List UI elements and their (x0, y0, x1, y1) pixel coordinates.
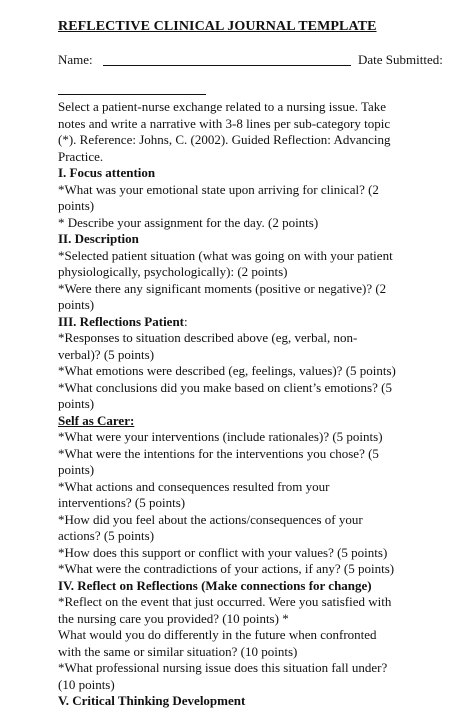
prompt-line: *Responses to situation described above (eg, verbal, non- (58, 330, 358, 345)
prompt-line: points) (58, 396, 95, 411)
journal-section (58, 165, 433, 231)
section-heading (58, 231, 433, 248)
prompt-line: verbal)? (5 points) (58, 346, 155, 362)
document-title: REFLECTIVE CLINICAL JOURNAL TEMPLATE (58, 19, 377, 34)
instructions-line: notes and write a narrative with 3-8 lines per sub-category topic (58, 115, 391, 131)
journal-template-page (58, 18, 443, 710)
journal-section (58, 314, 433, 413)
prompt-line: *What was your emotional state upon arriving for clinical? (2 (58, 181, 379, 197)
journal-section (58, 578, 433, 694)
prompt-line: *Reflect on the event that just occurred. Were you satisfied with (58, 594, 392, 609)
section-heading-text: I. Focus attention (58, 165, 156, 180)
journal-section (58, 231, 433, 314)
prompt-line: *What conclusions did you make based on client’s emotions? (5 (58, 379, 392, 395)
section-heading (58, 314, 433, 331)
prompt-line: *Were there any significant moments (positive or negative)? (2 (58, 280, 387, 296)
prompt-line: *What actions and consequences resulted from your (58, 478, 330, 494)
section-heading-text: III. Reflections Patient (58, 313, 185, 329)
journal-sections (58, 165, 433, 710)
prompt-line: *What professional nursing issue does this situation fall under? (58, 660, 388, 675)
section-heading-text: Self as Carer: (58, 412, 135, 428)
prompt-line: interventions? (5 points) (58, 495, 186, 510)
prompt-line: with the same or similar situation? (10 points) (58, 643, 298, 659)
instructions-line: Select a patient-nurse exchange related to a nursing issue. Take (58, 99, 387, 114)
prompt-line: *What were the contradictions of your actions, if any? (5 points) (58, 561, 395, 576)
journal-section (58, 413, 433, 578)
section-heading-text: IV. Reflect on Reflections (Make connections for change) (58, 577, 372, 593)
prompt-line: *What emotions were described (eg, feelings, values)? (5 points) (58, 363, 396, 378)
instructions-line: Practice. (58, 148, 104, 164)
prompt-line: points) (58, 297, 95, 312)
section-heading (58, 165, 433, 182)
prompt-line: (10 points) (58, 676, 115, 692)
prompt-line: *Selected patient situation (what was going on with your patient (58, 247, 393, 263)
section-heading (58, 693, 433, 710)
prompt-line: *What were your interventions (include rationales)? (5 points) (58, 429, 383, 444)
name-blank-line (103, 65, 351, 66)
prompt-line: actions? (5 points) (58, 528, 155, 543)
instructions-line: (*). Reference: Johns, C. (2002). Guided Reflection: Advancing (58, 132, 391, 147)
name-date-row (58, 52, 443, 68)
instructions-paragraph (58, 99, 433, 165)
section-heading-text: II. Description (58, 231, 139, 246)
section-heading-suffix: : (184, 313, 188, 329)
prompt-line: physiologically, psychologically): (2 points) (58, 264, 288, 279)
signature-divider (58, 94, 206, 95)
prompt-line: * Describe your assignment for the day. (2 points) (58, 214, 319, 230)
journal-section (58, 693, 433, 710)
prompt-line: points) (58, 462, 95, 477)
section-heading (58, 413, 433, 430)
date-submitted-label: Date Submitted: (358, 52, 443, 67)
section-heading (58, 578, 433, 595)
prompt-line: points) (58, 198, 95, 213)
prompt-line: *How did you feel about the actions/consequences of your (58, 511, 363, 527)
prompt-line: *What were the intentions for the interventions you chose? (5 (58, 445, 379, 461)
prompt-line: What would you do differently in the future when confronted (58, 627, 377, 642)
prompt-line: *How does this support or conflict with your values? (5 points) (58, 544, 388, 560)
name-label: Name: (58, 52, 93, 67)
prompt-line: the nursing care you provided? (10 points) * (58, 610, 289, 626)
section-heading-text: V. Critical Thinking Development (58, 693, 246, 708)
